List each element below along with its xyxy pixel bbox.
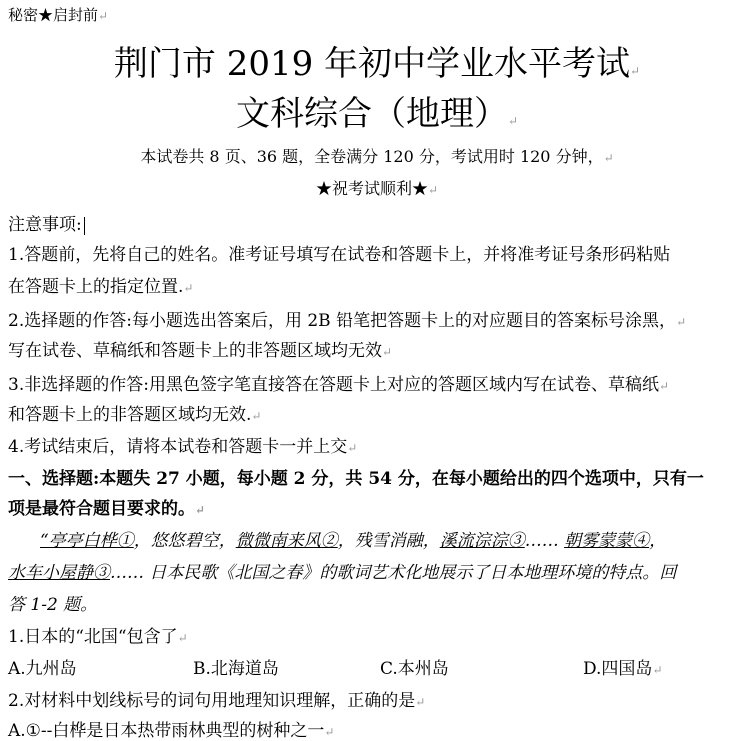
section-heading-a: 一、选择题:本题失 27 小题，每小题 2 分，共 54 分，在每小题给出的四个选项中，只有一 [8, 469, 704, 489]
question-1-option-a: A.九州岛 [8, 659, 77, 679]
paragraph-mark: ↵ [98, 9, 109, 23]
notice-item-1a: 1.答题前，先将自己的姓名。准考证号填写在试卷和答题卡上，并将准考证号条形码粘贴 [8, 245, 671, 265]
section-heading-b: 项是最符合题目要求的。↵ [8, 499, 206, 519]
secret-label: 秘密★启封前↵ [8, 6, 109, 24]
exam-info: 本试卷共 8 页、36 题，全卷满分 120 分，考试用时 120 分钟，↵ [140, 147, 614, 166]
exam-wish: ★祝考试顺利★↵ [315, 179, 439, 198]
notice-item-3b: 和答题卡上的非答题区域均无效.↵ [8, 405, 262, 425]
notice-item-2a: 2.选择题的作答:每小题选出答案后，用 2B 铅笔把答题卡上的对应题目的答案标号涂黑，↵ [8, 311, 687, 331]
exam-title: 荆门市 2019 年初中学业水平考试↵ [113, 44, 641, 84]
question-2-stem: 2.对材料中划线标号的词句用地理知识理解，正确的是↵ [8, 691, 426, 711]
passage-line-2: 水车小屋静③…… 日本民歌《北国之春》的歌词艺术化地展示了日本地理环境的特点。回 [8, 563, 677, 583]
notice-label: 注意事项: [8, 210, 85, 235]
question-1-option-d: D.四国岛↵ [583, 659, 663, 679]
passage-line-1: “亭亭白桦①，悠悠碧空，微微南来风②，残雪消融，溪流淙淙③…… 朝雾蒙蒙④， [40, 531, 667, 551]
question-1-stem: 1.日本的“北国“包含了↵ [8, 627, 188, 647]
text-cursor [84, 217, 85, 235]
passage-line-3: 答 1-2 题。 [8, 595, 98, 615]
question-2-option-a: A.①--白桦是日本热带雨林典型的树种之一↵ [8, 721, 335, 741]
question-1-option-c: C.本州岛 [380, 659, 449, 679]
notice-item-2b: 写在试卷、草稿纸和答题卡上的非答题区域均无效↵ [8, 341, 393, 361]
notice-item-4: 4.考试结束后，请将本试卷和答题卡一并上交↵ [8, 437, 358, 457]
exam-subtitle: 文科综合（地理）↵ [235, 94, 519, 134]
question-1-option-b: B.北海道岛 [193, 659, 279, 679]
notice-item-1b: 在答题卡上的指定位置.↵ [8, 277, 194, 297]
notice-item-3a: 3.非选择题的作答:用黑色签字笔直接答在答题卡上对应的答题区域内写在试卷、草稿纸↵ [8, 375, 670, 395]
